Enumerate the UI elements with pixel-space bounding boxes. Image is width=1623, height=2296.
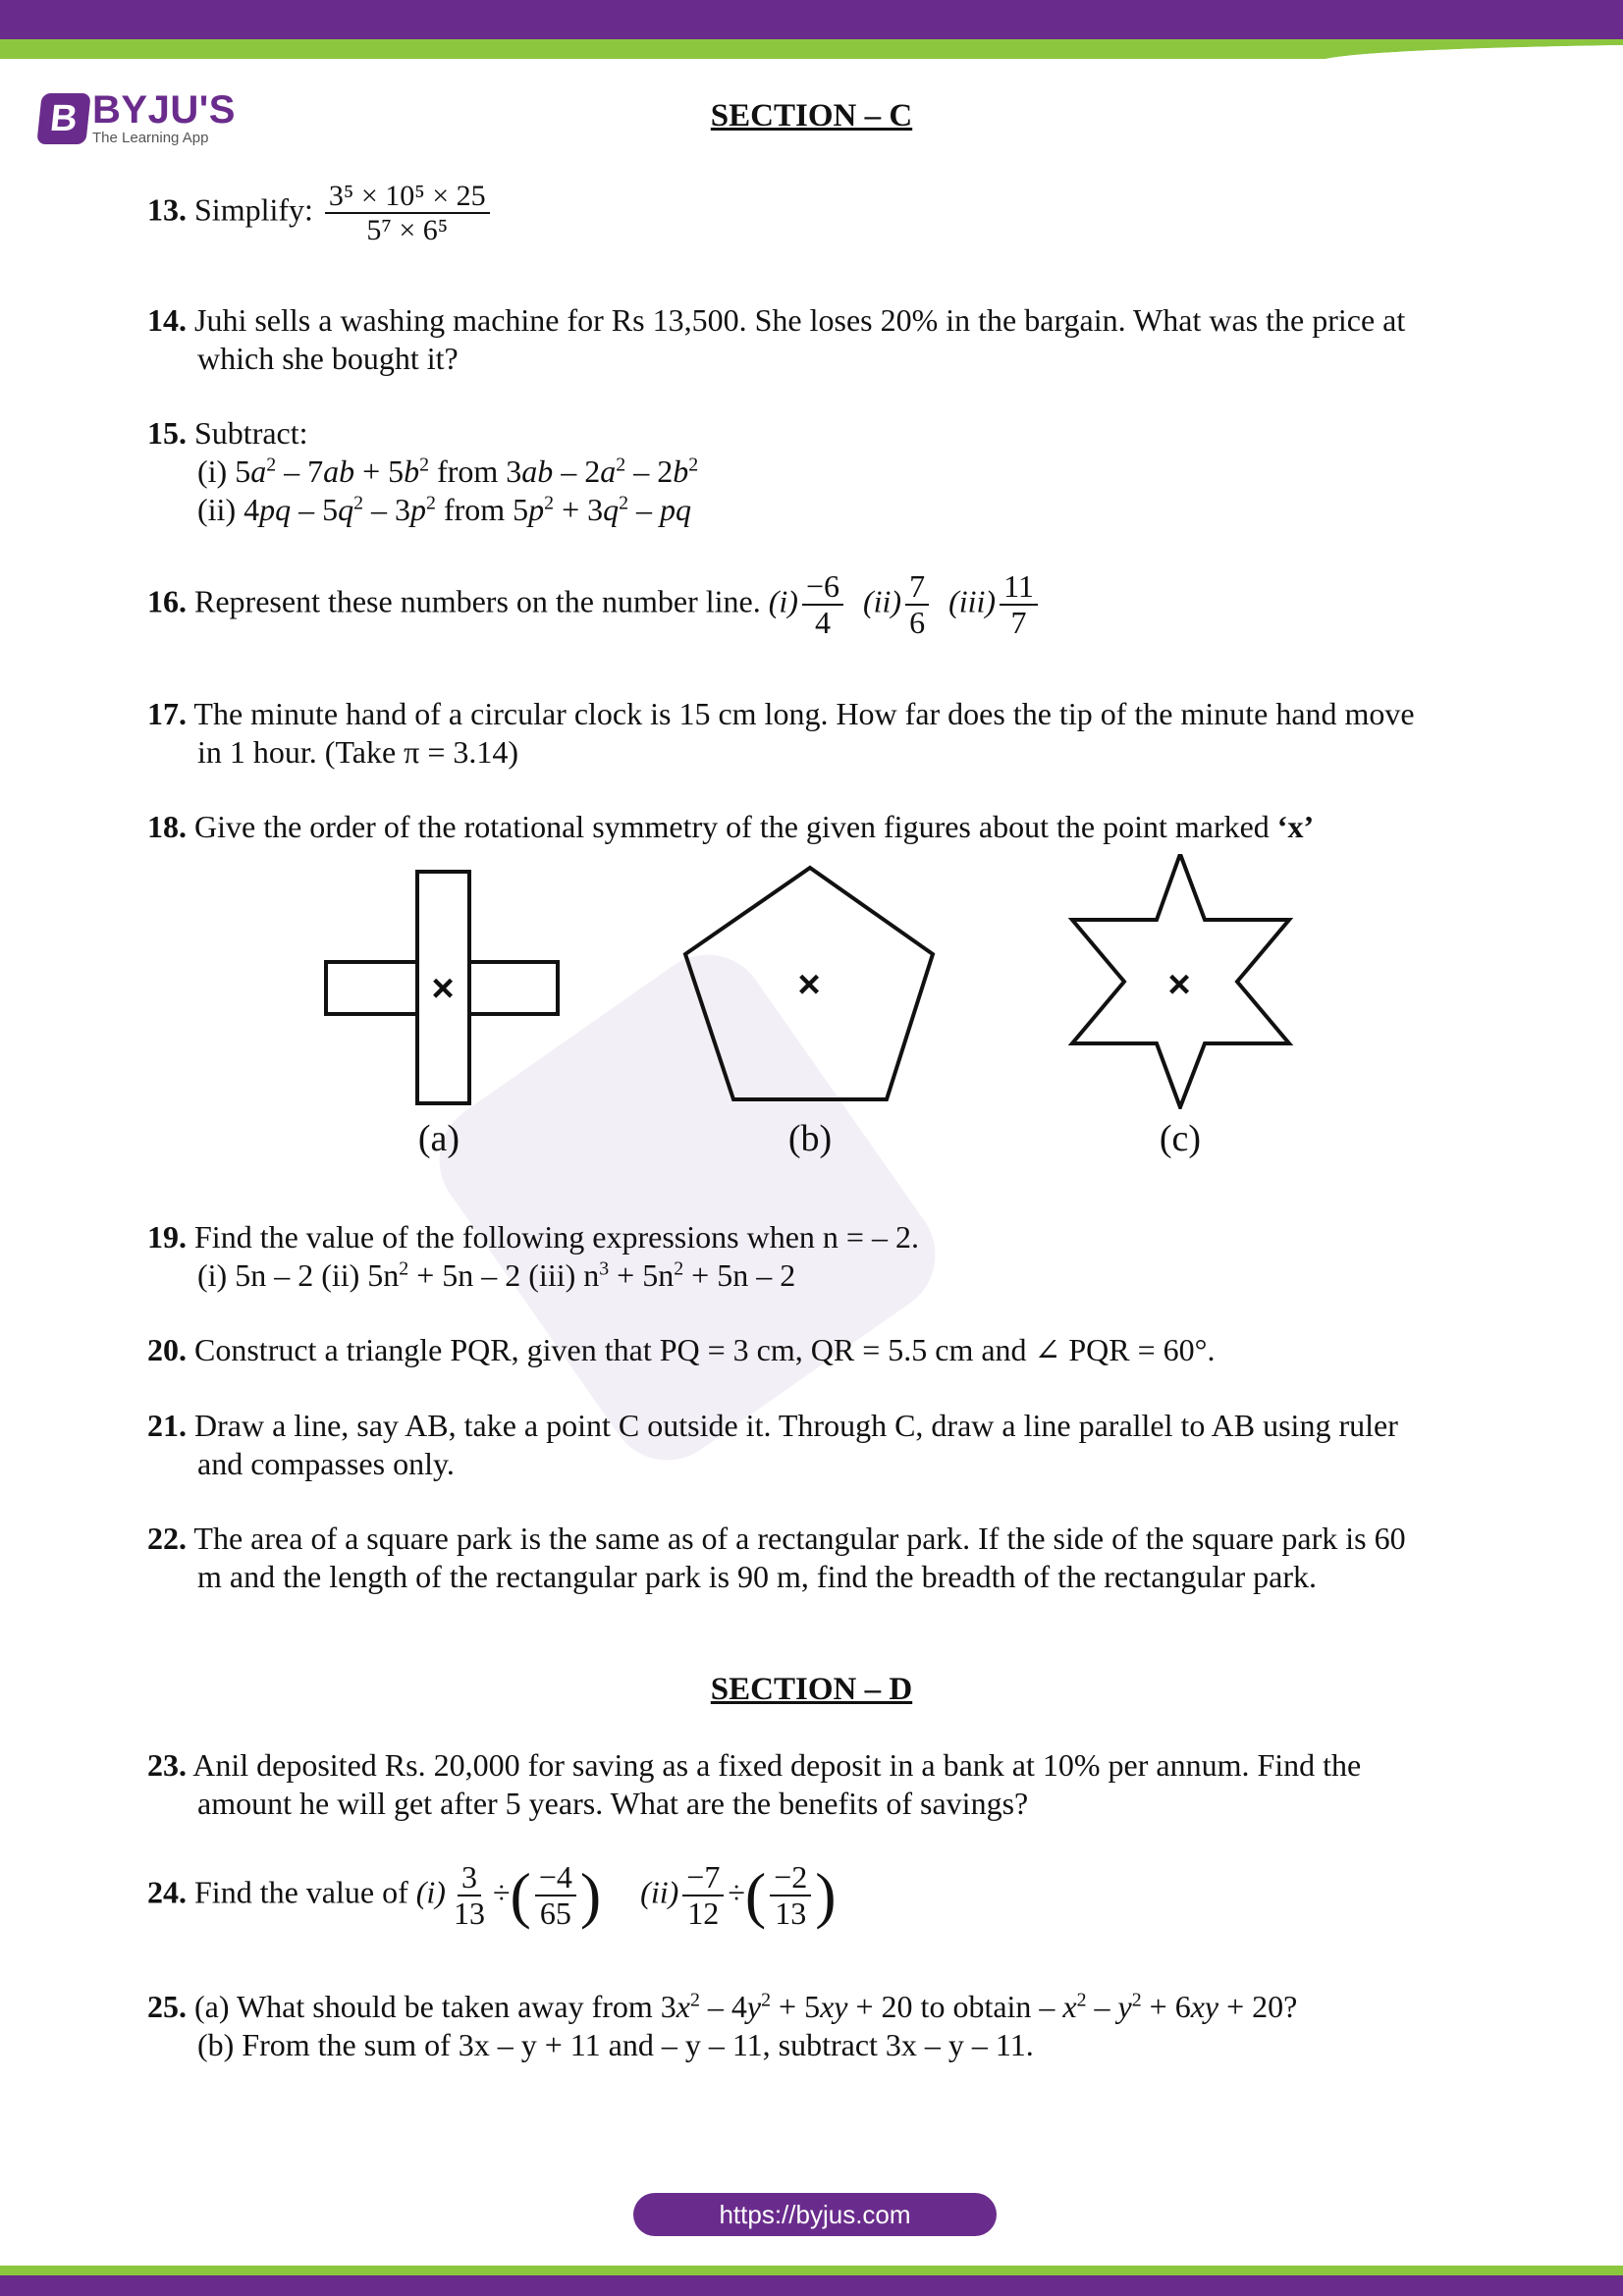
svg-text:×: × <box>1167 963 1191 1006</box>
question-17 <box>147 695 1483 772</box>
question-text: Give the order of the rotational symmetry of the given figures about the point marked <box>194 809 1270 844</box>
question-line-1: The area of a square park is the same as of a rectangular park. If the side of the square park is 60 <box>193 1521 1406 1556</box>
question-number: 17. <box>147 696 187 731</box>
top-banner <box>0 0 1623 65</box>
denominator: 13 <box>453 1896 485 1932</box>
fraction-a1 <box>450 1860 489 1931</box>
question-part-ii: (ii) $4pq - 5q^2 - 3p^2$ from $5p^2 + 3q^2$ – pq <box>197 492 692 527</box>
question-text: Represent these numbers on the number line. <box>194 583 761 619</box>
fraction-ii <box>905 569 929 640</box>
question-parts: (i) 5n – 2 (ii) $5n^2 + 5n - 2$ (iii) $n^3 + 5n^2 + 5n - 2$ <box>197 1257 796 1293</box>
question-line-1: Anil deposited Rs. 20,000 for saving as a fixed deposit in a bank at 10% per annum. Find the <box>192 1747 1362 1783</box>
question-number: 23. <box>147 1747 187 1783</box>
numerator: −7 <box>682 1860 724 1896</box>
question-22 <box>147 1520 1483 1596</box>
symmetry-figures <box>295 854 1325 1178</box>
question-24: 24. Find the value of (i) $\frac{3}{13}$ ÷( $\frac{-4}{65}$ ) (ii) $\frac{-7}{12}$ ÷( $\frac{-2}{13}$ ) <box>147 1859 837 1932</box>
numerator: −4 <box>535 1860 576 1896</box>
denominator: 65 <box>539 1896 571 1932</box>
question-line-2: and compasses only. <box>197 1446 455 1481</box>
fraction-a2 <box>535 1860 576 1931</box>
svg-text:×: × <box>431 967 455 1010</box>
section-d-title: SECTION – D <box>710 1672 913 1707</box>
logo-name: BYJU'S <box>92 88 236 132</box>
question-number: 18. <box>147 809 187 844</box>
question-number: 14. <box>147 302 187 338</box>
bottom-banner <box>0 2266 1623 2296</box>
question-number: 24. <box>147 1874 187 1910</box>
denominator: 13 <box>775 1896 807 1932</box>
question-21 <box>147 1407 1483 1483</box>
question-part-b: (b) From the sum of 3x – y + 11 and – y – 11, subtract 3x – y – 11. <box>197 2027 1034 2062</box>
denominator: 12 <box>687 1896 720 1932</box>
question-text: Simplify: <box>194 191 313 228</box>
numerator: −6 <box>802 569 843 606</box>
question-line-1: Construct a triangle PQR, given that PQ = 3 cm, QR = 5.5 cm and ∠ PQR = 60°. <box>194 1332 1216 1367</box>
fraction-b1 <box>682 1860 724 1931</box>
question-18 <box>147 808 1483 846</box>
question-25 <box>147 1988 1483 2064</box>
question-14 <box>147 301 1483 378</box>
denominator: 5⁷ × 6⁵ <box>366 214 449 246</box>
question-19 <box>147 1218 1483 1295</box>
question-line-2: which she bought it? <box>197 341 459 376</box>
figure-label-b: (b) <box>787 1118 833 1159</box>
question-20 <box>147 1331 1483 1369</box>
question-part-a: (a) What should be taken away from $3x^2 - 4y^2 + 5xy + 20$ to obtain – $x^2 - y^2 + 6xy + 20$? <box>194 1989 1298 2024</box>
question-part-i: (i) $5a^2 - 7ab + 5b^2$ from $3ab - 2a^2 - 2b^2$ <box>197 454 699 489</box>
figure-label-a: (a) <box>417 1118 460 1159</box>
denominator: 4 <box>814 605 831 641</box>
denominator: 6 <box>909 605 926 641</box>
website-link[interactable]: https://byjus.com <box>633 2193 997 2236</box>
svg-text:×: × <box>797 963 821 1006</box>
fraction-i <box>802 569 843 640</box>
section-c-title: SECTION – C <box>710 98 913 133</box>
numerator: 3 <box>458 1860 481 1896</box>
question-text: Find the value of <box>194 1874 408 1910</box>
question-number: 25. <box>147 1989 187 2024</box>
question-number: 13. <box>147 191 187 228</box>
question-15 <box>147 414 1483 529</box>
numerator: 11 <box>1000 569 1038 606</box>
question-line-2: in 1 hour. (Take π = 3.14) <box>197 734 519 770</box>
denominator: 7 <box>1010 605 1027 641</box>
logo-mark: B <box>36 93 90 144</box>
question-23 <box>147 1746 1483 1823</box>
numerator: 7 <box>905 569 929 606</box>
fraction-expression <box>325 180 490 246</box>
question-number: 15. <box>147 415 187 451</box>
question-line-1: Juhi sells a washing machine for Rs 13,500. She loses 20% in the bargain. What was the price at <box>194 302 1406 338</box>
question-line-1: The minute hand of a circular clock is 15 cm long. How far does the tip of the minute hand move <box>193 696 1415 731</box>
question-16: 16. Represent these numbers on the number line. (i) $\frac{-6}{4}$ (ii) $\frac{7}{6}$ (iii) $\frac{11}{7}$ <box>147 569 1483 640</box>
marked-point: ‘x’ <box>1276 809 1315 844</box>
question-number: 21. <box>147 1408 187 1443</box>
figures-drawing <box>295 854 1325 1109</box>
figure-label-c: (c) <box>1159 1118 1202 1159</box>
question-line-1: Draw a line, say AB, take a point C outside it. Through C, draw a line parallel to AB using ruler <box>194 1408 1398 1443</box>
question-line-2: amount he will get after 5 years. What are the benefits of savings? <box>197 1786 1029 1821</box>
fraction-iii <box>1000 569 1038 640</box>
question-line-1: Subtract: <box>194 415 308 451</box>
question-13 <box>147 180 1483 246</box>
numerator: −2 <box>770 1860 811 1896</box>
question-line-2: m and the length of the rectangular park is 90 m, find the breadth of the rectangular park. <box>197 1559 1318 1594</box>
logo-tagline: The Learning App <box>92 130 209 146</box>
question-number: 19. <box>147 1219 187 1255</box>
fraction-b2 <box>770 1860 811 1931</box>
numerator: 3⁵ × 10⁵ × 25 <box>325 180 490 214</box>
question-number: 20. <box>147 1332 187 1367</box>
question-number: 16. <box>147 583 187 619</box>
question-line-1: Find the value of the following expressions when n = – 2. <box>194 1219 919 1255</box>
question-number: 22. <box>147 1521 187 1556</box>
